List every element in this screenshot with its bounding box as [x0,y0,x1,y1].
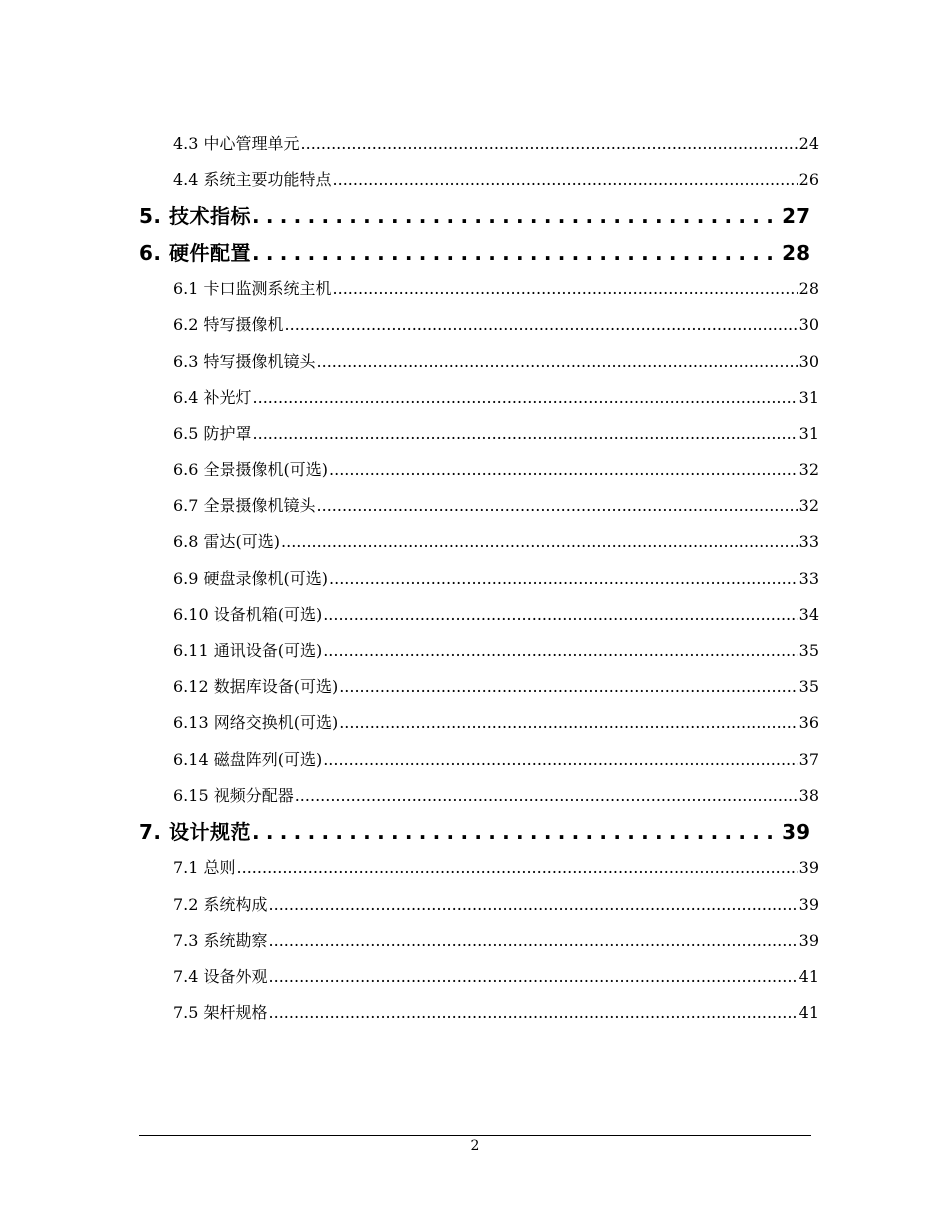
toc-section-entry[interactable] [173,452,819,488]
toc-entry-title: 6.7 全景摄像机镜头 [173,496,316,516]
toc-entry-title: 7. 设计规范 [139,819,251,844]
toc-section-entry[interactable] [173,923,819,959]
toc-dot-leader [339,705,797,741]
toc-section-entry[interactable] [173,307,819,343]
toc-chapter-entry[interactable] [139,198,810,234]
toc-section-entry[interactable] [173,162,819,198]
toc-entry-title: 6. 硬件配置 [139,240,251,265]
toc-section-entry[interactable] [173,126,819,162]
toc-section-entry[interactable] [173,271,819,307]
toc-entry-title: 6.9 硬盘录像机(可选) [173,568,329,588]
toc-entry-title: 6.15 视频分配器 [173,785,294,805]
toc-entry-page: 32 [798,496,819,516]
toc-dot-leader [317,344,798,380]
toc-entry-title: 7.5 架杆规格 [173,1003,268,1023]
toc-dot-leader [269,995,798,1031]
toc-dot-leader [329,561,798,597]
toc-entry-page: 26 [798,170,819,190]
toc-entry-title: 6.14 磁盘阵列(可选) [173,749,323,769]
toc-section-entry[interactable] [173,705,819,741]
toc-entry-title: 6.8 雷达(可选) [173,532,281,552]
toc-entry-page: 31 [798,387,819,407]
toc-dot-leader [269,923,798,959]
toc-entry-title: 7.3 系统勘察 [173,930,268,950]
toc-entry-title: 6.2 特写摄像机 [173,315,284,335]
toc-entry-page: 24 [798,134,819,153]
toc-dot-leader [333,162,798,198]
toc-entry-page: 30 [798,315,819,335]
toc-entry-title: 6.10 设备机箱(可选) [173,604,323,624]
toc-section-entry[interactable] [173,669,819,705]
toc-entry-page: 31 [798,423,819,443]
toc-section-entry[interactable] [173,561,819,597]
toc-dot-leader [301,126,798,162]
toc-entry-title: 4.3 中心管理单元 [173,134,300,153]
toc-entry-title: 6.3 特写摄像机镜头 [173,351,316,371]
toc-section-entry[interactable] [173,633,819,669]
toc-section-entry[interactable] [173,597,819,633]
toc-entry-page: 37 [798,749,819,769]
toc-section-entry[interactable] [173,995,819,1031]
toc-dot-leader [285,307,798,343]
toc-section-entry[interactable] [173,344,819,380]
toc-entry-title: 6.4 补光灯 [173,387,252,407]
toc-entry-title: 7.1 总则 [173,858,236,878]
toc-entry-page: 39 [782,819,810,844]
table-of-contents [0,126,950,1031]
toc-entry-page: 34 [798,604,819,624]
toc-entry-page: 41 [798,1003,819,1023]
toc-dot-leader [323,597,797,633]
toc-entry-title: 4.4 系统主要功能特点 [173,170,332,190]
toc-dot-leader [295,778,798,814]
toc-entry-page: 36 [798,713,819,733]
toc-section-entry[interactable] [173,488,819,524]
toc-entry-page: 38 [798,785,819,805]
toc-dot-leader [333,271,798,307]
toc-entry-page: 39 [798,858,819,878]
toc-entry-page: 41 [798,966,819,986]
toc-dot-leader [253,416,798,452]
toc-dot-leader [339,669,797,705]
toc-entry-title: 6.6 全景摄像机(可选) [173,460,329,480]
toc-dot-leader [329,452,798,488]
toc-chapter-entry[interactable] [139,814,810,850]
toc-entry-page: 35 [798,677,819,697]
footer-page-number: 2 [470,1138,480,1154]
toc-chapter-entry[interactable] [139,235,810,271]
toc-section-entry[interactable] [173,380,819,416]
toc-entry-title: 6.12 数据库设备(可选) [173,677,339,697]
toc-entry-title: 7.4 设备外观 [173,966,268,986]
toc-section-entry[interactable] [173,416,819,452]
toc-entry-title: 6.5 防护罩 [173,423,252,443]
toc-section-entry[interactable] [173,778,819,814]
toc-dot-leader [252,235,781,271]
toc-section-entry[interactable] [173,524,819,560]
toc-section-entry[interactable] [173,887,819,923]
toc-entry-page: 33 [798,568,819,588]
toc-entry-page: 30 [798,351,819,371]
toc-section-entry[interactable] [173,850,819,886]
toc-dot-leader [317,488,798,524]
toc-dot-leader [269,887,798,923]
toc-entry-page: 33 [798,532,819,552]
toc-dot-leader [323,633,797,669]
toc-dot-leader [252,814,781,850]
toc-dot-leader [253,380,798,416]
toc-entry-page: 39 [798,930,819,950]
toc-entry-title: 6.13 网络交换机(可选) [173,713,339,733]
toc-section-entry[interactable] [173,742,819,778]
toc-dot-leader [252,198,781,234]
toc-entry-page: 27 [782,204,810,229]
footer-rule [139,1135,811,1136]
toc-entry-title: 7.2 系统构成 [173,894,268,914]
toc-dot-leader [237,850,798,886]
toc-section-entry[interactable] [173,959,819,995]
toc-entry-page: 28 [798,279,819,299]
toc-dot-leader [323,742,797,778]
toc-entry-page: 35 [798,641,819,661]
toc-dot-leader [269,959,798,995]
toc-entry-page: 28 [782,240,810,265]
toc-entry-page: 32 [798,460,819,480]
toc-entry-title: 6.1 卡口监测系统主机 [173,279,332,299]
toc-entry-title: 6.11 通讯设备(可选) [173,641,323,661]
toc-dot-leader [281,524,798,560]
toc-entry-title: 5. 技术指标 [139,204,251,229]
toc-entry-page: 39 [798,894,819,914]
